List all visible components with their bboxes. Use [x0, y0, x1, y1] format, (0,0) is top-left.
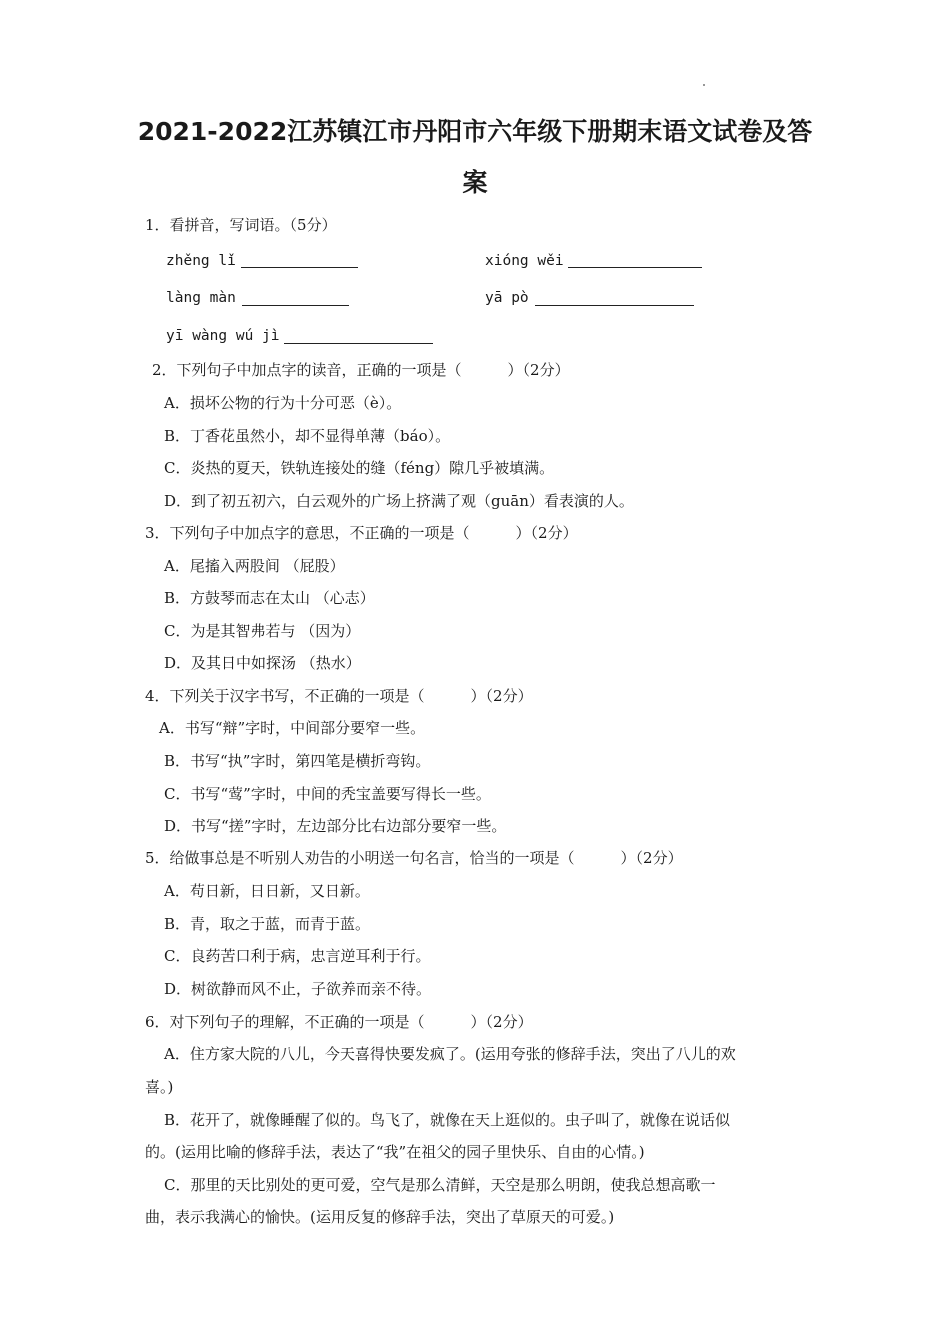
q4-stem-score: ）（2分） — [470, 687, 533, 705]
q5-option-c: C．良药苦口利于病，忠言逆耳利于行。 — [164, 947, 431, 965]
q3-option-b: B．方鼓琴而志在太山 （心志） — [164, 589, 375, 607]
q6-option-c-line2: 曲，表示我满心的愉快。(运用反复的修辞手法，突出了草原天的可爱。) — [145, 1208, 615, 1226]
q1-pinyin-3: làng màn — [166, 290, 236, 306]
q6-option-a-line2: 喜。) — [145, 1078, 174, 1096]
q5-stem-text: 5．给做事总是不听别人劝告的小明送一句名言，恰当的一项是（ — [145, 849, 575, 867]
q1-pinyin-4: yā pò — [485, 290, 529, 306]
q3-stem-text: 3．下列句子中加点字的意思，不正确的一项是（ — [145, 524, 470, 542]
q1-answer-blank-4[interactable] — [535, 305, 694, 306]
q2-option-a: A．损坏公物的行为十分可恶（è）。 — [164, 394, 402, 412]
q2-option-b: B．丁香花虽然小，却不显得单薄（báo）。 — [164, 427, 451, 445]
q4-stem — [145, 686, 533, 706]
q2-stem-score: ）（2分） — [507, 361, 570, 379]
q4-option-d: D．书写“搓”字时，左边部分比右边部分要窄一些。 — [164, 817, 507, 835]
q6-stem — [145, 1012, 533, 1032]
q2-stem-text: 2．下列句子中加点字的读音，正确的一项是（ — [152, 361, 462, 379]
q6-stem-score: ）（2分） — [470, 1013, 533, 1031]
q1-answer-blank-3[interactable] — [242, 305, 349, 306]
q6-option-b-line1: B．花开了，就像睡醒了似的。鸟飞了，就像在天上逛似的。虫子叫了，就像在说话似 — [164, 1111, 731, 1129]
q5-option-a: A．苟日新，日日新，又日新。 — [164, 882, 370, 900]
q3-option-d: D．及其日中如探汤 （热水） — [164, 654, 361, 672]
q2-stem — [152, 360, 570, 380]
q3-stem-score: ）（2分） — [515, 524, 578, 542]
q5-option-d: D．树欲静而风不止，子欲养而亲不待。 — [164, 980, 432, 998]
page-title-line1: 2021-2022江苏镇江市丹阳市六年级下册期末语文试卷及答 — [137, 117, 813, 146]
q3-option-a: A．尾搐入两股间 （屁股） — [164, 557, 345, 575]
q6-stem-text: 6．对下列句子的理解，不正确的一项是（ — [145, 1013, 425, 1031]
q1-answer-blank-5[interactable] — [284, 343, 433, 344]
q1-stem: 1．看拼音，写词语。（5分） — [145, 216, 337, 234]
q4-stem-text: 4．下列关于汉字书写，不正确的一项是（ — [145, 687, 425, 705]
q5-option-b: B．青，取之于蓝，而青于蓝。 — [164, 915, 371, 933]
q3-stem — [145, 523, 578, 543]
q4-option-c: C．书写“莺”字时，中间的秃宝盖要写得长一些。 — [164, 785, 491, 803]
q2-option-d: D．到了初五初六，白云观外的广场上挤满了观（guān）看表演的人。 — [164, 492, 634, 510]
q6-option-c-line1: C．那里的天比别处的更可爱，空气是那么清鲜，天空是那么明朗，使我总想高歌一 — [164, 1176, 716, 1194]
q5-stem-score: ）（2分） — [620, 849, 683, 867]
q3-option-c: C．为是其智弗若与 （因为） — [164, 622, 361, 640]
q1-answer-blank-2[interactable] — [568, 267, 702, 268]
q6-option-a-line1: A．住方家大院的八儿，今天喜得快要发疯了。(运用夸张的修辞手法，突出了八儿的欢 — [164, 1045, 736, 1063]
q4-option-b: B．书写“执”字时，第四笔是横折弯钩。 — [164, 752, 431, 770]
q6-option-b-line2: 的。(运用比喻的修辞手法，表达了“我”在祖父的园子里快乐、自由的心情。) — [145, 1143, 645, 1161]
scan-dot — [703, 84, 705, 86]
q1-pinyin-1: zhěng lǐ — [166, 253, 236, 269]
q1-pinyin-2: xióng wěi — [485, 253, 564, 269]
q4-option-a: A．书写“辩”字时，中间部分要窄一些。 — [159, 719, 426, 737]
q2-option-c: C．炎热的夏天，铁轨连接处的缝（féng）隙几乎被填满。 — [164, 459, 555, 477]
q1-pinyin-5: yī wàng wú jì — [166, 328, 280, 344]
page-title-line2: 案 — [462, 168, 488, 197]
q5-stem — [145, 848, 683, 868]
q1-answer-blank-1[interactable] — [241, 267, 358, 268]
